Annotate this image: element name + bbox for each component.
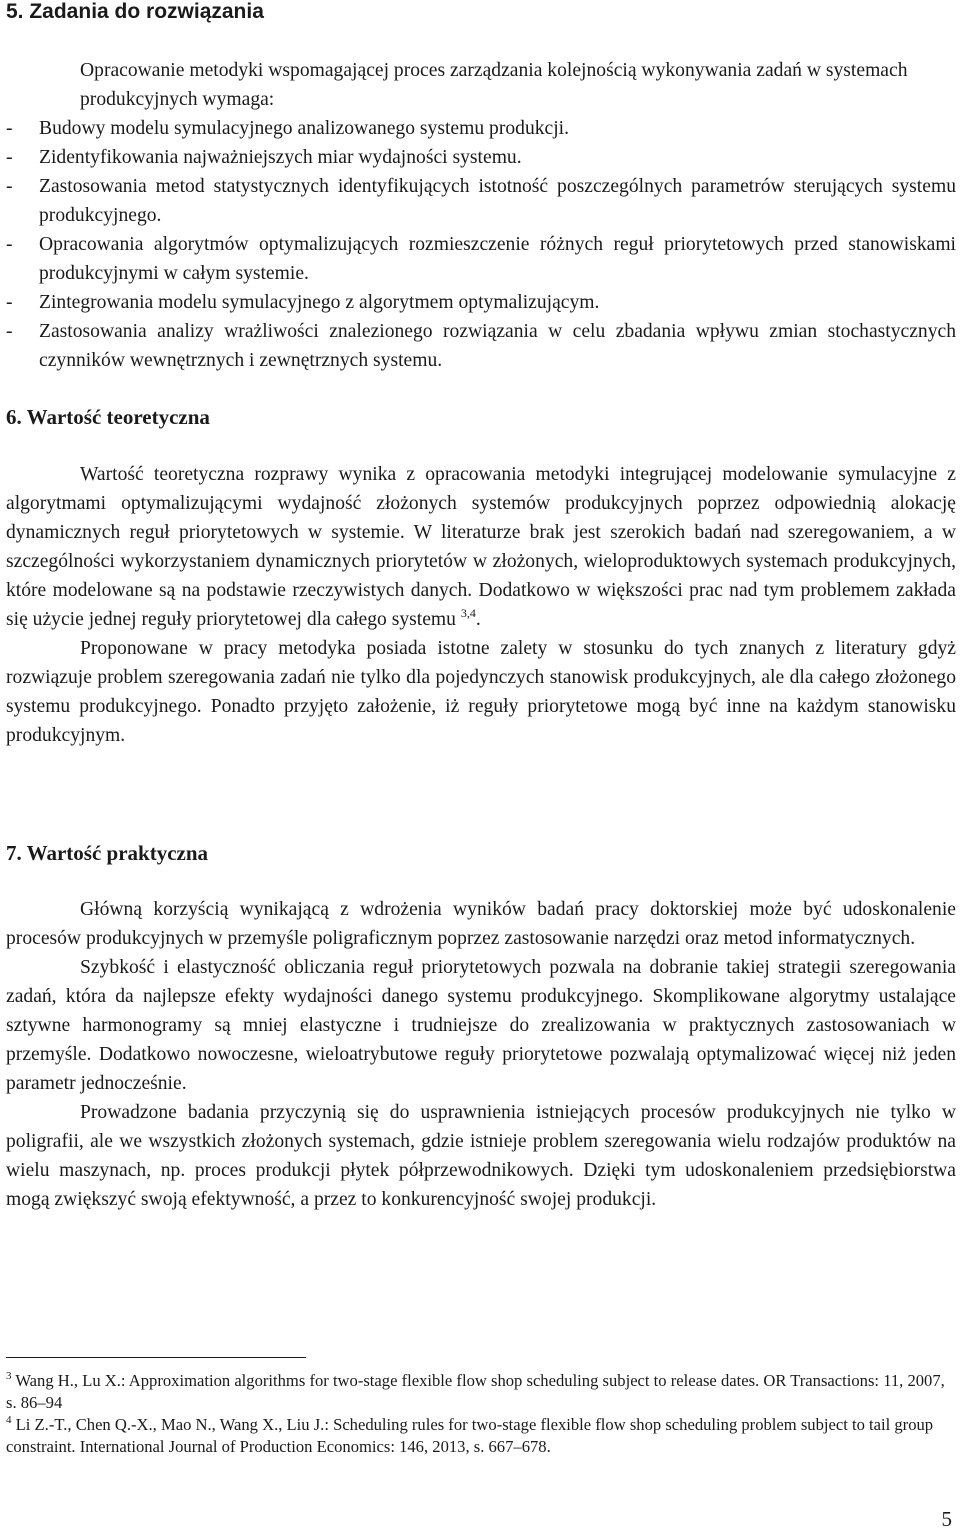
- footnote: [6, 1414, 956, 1458]
- list-item: [6, 172, 956, 230]
- list-dash: -: [6, 292, 13, 313]
- page-number: 5: [941, 1507, 952, 1531]
- section-6-heading: 6. Wartość teoretyczna: [6, 405, 210, 429]
- section-5-heading: 5. Zadania do rozwiązania: [6, 0, 264, 23]
- footnote-text: Wang H., Lu X.: Approximation algorithms for two-stage flexible flow shop scheduling subject to release dates. OR Transactions: 11, 2007, s. 86–94: [6, 1371, 945, 1412]
- section-6-paragraph-2: Proponowane w pracy metodyka posiada istotne zalety w stosunku do tych znanych z literatury gdyż rozwiązuje problem szeregowania zadań nie tylko dla pojedynczych stanowisk produkcyjnych, ale dla całego złożonego systemu produkcyjnego. Ponadto przyjęto założenie, iż reguły priorytetowe mogą być inne na każdym stanowisku produkcyjnym.: [6, 638, 956, 746]
- footnote-text: Li Z.-T., Chen Q.-X., Mao N., Wang X., Liu J.: Scheduling rules for two-stage flexible flow shop scheduling problem subject to tail group constraint. International Journal of Production Economics: 146, 2013, s. 667–678.: [6, 1415, 934, 1456]
- list-item-text: Zastosowania analizy wrażliwości znalezionego rozwiązania w celu zbadania wpływu zmian stochastycznych czynników wewnętrznych i zewnętrznych systemu.: [39, 321, 956, 371]
- section-7-paragraph-1: Główną korzyścią wynikającą z wdrożenia wyników badań pracy doktorskiej może być udoskonalenie procesów produkcyjnych w przemyśle poligraficznym poprzez zastosowanie narzędzi oraz metod informatycznych.: [6, 899, 956, 949]
- list-dash: -: [6, 147, 13, 168]
- section-7-heading: 7. Wartość praktyczna: [6, 841, 209, 865]
- section-7-paragraph-3: Prowadzone badania przyczynią się do usprawnienia istniejących procesów produkcyjnych nie tylko w poligrafii, ale we wszystkich złożonych systemach, gdzie istnieje problem szeregowania wielu rodzajów produktów na wielu maszynach, np. proces produkcji płytek półprzewodnikowych. Dzięki tym udoskonaleniem przedsiębiorstwa mogą zwiększyć swoją efektywność, a przez to konkurencyjność swojej produkcji.: [6, 1102, 956, 1210]
- list-item: [6, 143, 956, 172]
- footnotes: [6, 1370, 956, 1458]
- list-item: [6, 230, 956, 288]
- list-item-text: Zastosowania metod statystycznych identyfikujących istotność poszczególnych parametrów sterujących systemu produkcyjnego.: [39, 176, 956, 226]
- list-item: [6, 288, 956, 317]
- footnote-ref: 3,4: [460, 606, 476, 620]
- list-item-text: Zintegrowania modelu symulacyjnego z algorytmem optymalizującym.: [39, 292, 600, 313]
- task-list: [6, 114, 956, 375]
- section-7-paragraph-2: Szybkość i elastyczność obliczania reguł priorytetowych pozwala na dobranie takiej strategii szeregowania zadań, która da najlepsze efekty wydajności danego systemu produkcyjnego. Skomplikowane algorytmy ustalające sztywne harmonogramy są mniej elastyczne i trudniejsze do zrealizowania w praktycznych zastosowaniach w przemyśle. Dodatkowo nowoczesne, wieloatrybutowe reguły priorytetowe pozwalają optymalizować więcej niż jeden parametr jednocześnie.: [6, 957, 956, 1094]
- section-6-paragraph-1-end: .: [475, 609, 481, 630]
- list-item-text: Opracowania algorytmów optymalizujących rozmieszczenie różnych reguł priorytetowych przed stanowiskami produkcyjnymi w całym systemie.: [39, 234, 956, 284]
- list-dash: -: [6, 118, 13, 139]
- list-item-text: Zidentyfikowania najważniejszych miar wydajności systemu.: [39, 147, 522, 168]
- list-dash: -: [6, 176, 13, 197]
- section-5-intro: Opracowanie metodyki wspomagającej proces zarządzania kolejnością wykonywania zadań w systemach produkcyjnych wymaga:: [80, 60, 908, 110]
- footnote: [6, 1370, 956, 1414]
- section-6-paragraph-1-text: Wartość teoretyczna rozprawy wynika z opracowania metodyki integrującej modelowanie symulacyjne z algorytmami optymalizującymi wydajność złożonych systemów produkcyjnych poprzez odpowiednią alokację dynamicznych reguł priorytetowych w systemie. W literaturze brak jest szerokich badań nad szeregowaniem, a w szczególności wykorzystaniem dynamicznych priorytetów w złożonych, wieloproduktowych systemach produkcyjnych, które modelowane są na podstawie rzeczywistych danych. Dodatkowo w większości prac nad tym problemem zakłada się użycie jednej reguły priorytetowej dla całego systemu: [6, 464, 956, 630]
- footnote-number: 4: [6, 1414, 12, 1426]
- section-6-body: [6, 460, 956, 750]
- footnote-separator: [6, 1357, 306, 1358]
- list-dash: -: [6, 234, 13, 255]
- section-6-paragraph-1: [6, 460, 956, 634]
- list-item: [6, 317, 956, 375]
- footnote-number: 3: [6, 1370, 12, 1382]
- list-item-text: Budowy modelu symulacyjnego analizowanego systemu produkcji.: [39, 118, 570, 139]
- list-dash: -: [6, 321, 13, 342]
- section-7-body: [6, 895, 956, 1214]
- list-item: [6, 114, 956, 143]
